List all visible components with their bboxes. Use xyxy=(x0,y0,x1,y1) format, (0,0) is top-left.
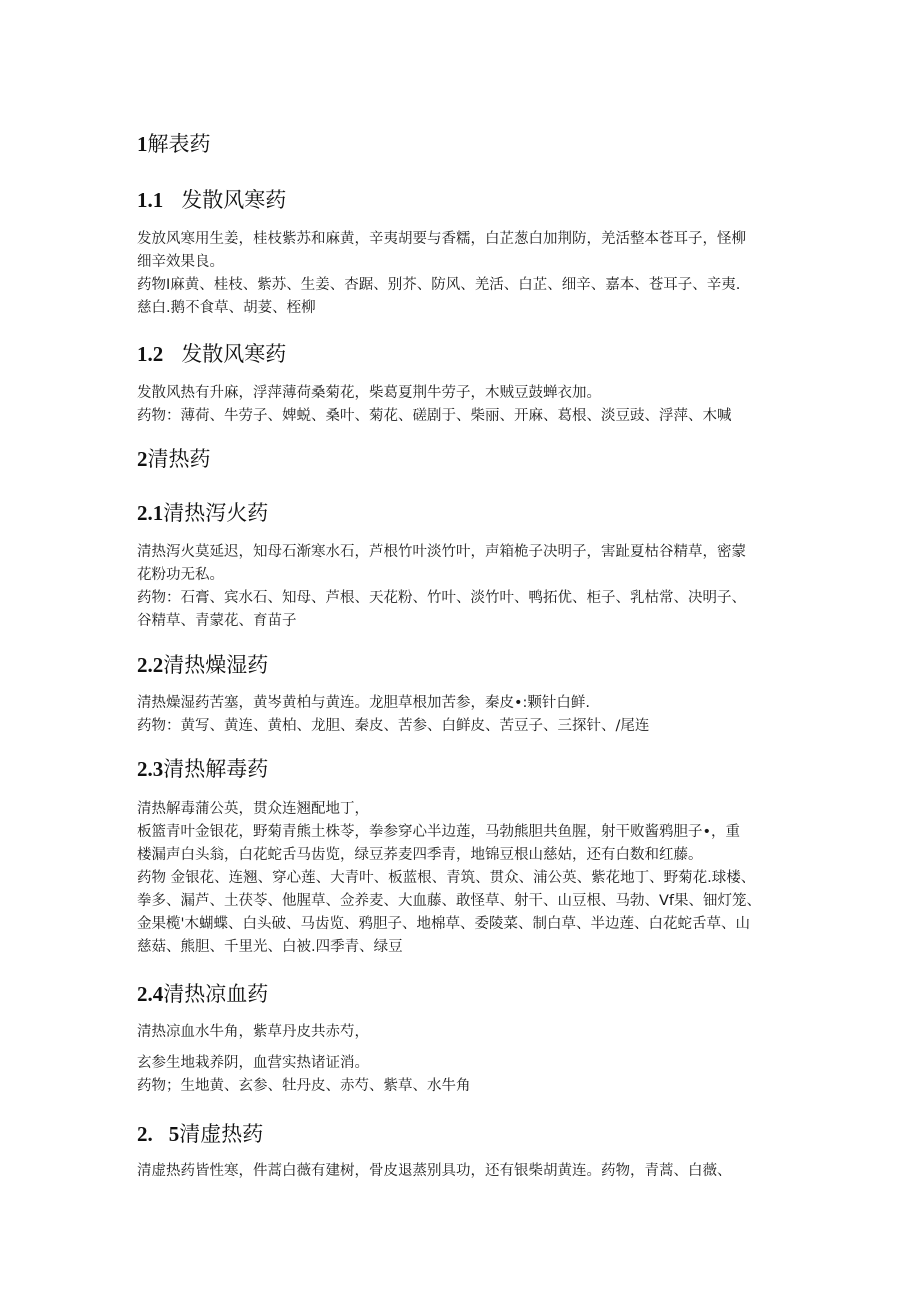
paragraph-2-4-b xyxy=(137,1052,789,1098)
heading-title: 清热凉血药 xyxy=(163,982,269,1006)
text-line: 发散风热有升麻，浮萍薄荷桑菊花，柴葛夏荆牛劳子，木贼豆鼓蝉衣加。 xyxy=(137,385,601,401)
text-line: 药物：黄写、黄连、黄柏、龙胆、秦皮、苦参、白鲜皮、苦豆子、三探针、/尾连 xyxy=(137,718,650,734)
text-line: 药物；生地黄、玄参、牡丹皮、赤芍、紫草、水牛角 xyxy=(137,1078,471,1094)
heading-number: 2.2 xyxy=(137,653,164,677)
paragraph-2-3 xyxy=(137,798,789,959)
text-line: 药物：薄荷、牛劳子、婢蜕、桑叶、菊花、磋剧于、柴丽、开麻、葛根、淡豆豉、浮萍、木喊 xyxy=(137,408,732,424)
text-line: 清热燥湿药苦塞，黄岑黄柏与黄连。龙胆草根加苦参，秦皮•:颗针白鲜. xyxy=(137,695,591,711)
heading-section-2-5 xyxy=(137,1121,263,1147)
heading-number: 2.3 xyxy=(137,757,164,781)
paragraph-2-4-a xyxy=(137,1021,789,1044)
text-line: 玄参生地栽养阴，血营实热诸证消。 xyxy=(137,1055,369,1071)
heading-section-2-4 xyxy=(137,981,268,1007)
paragraph-1-1 xyxy=(137,228,789,320)
text-line: 板篮青叶金银花，野菊青熊土株苓，拳参穿心半边莲，马勃熊胆共鱼腥，射干败酱鸦胆子•，重 xyxy=(137,824,741,840)
heading-title: 清热泻火药 xyxy=(163,501,269,525)
text-line: 清热解毒蒲公英，贯众连翘配地丁， xyxy=(137,801,369,817)
heading-number: 1.1 xyxy=(137,188,164,212)
heading-number: 2 xyxy=(137,447,148,471)
heading-section-1-1 xyxy=(137,187,286,213)
paragraph-2-1 xyxy=(137,541,789,633)
heading-section-2-3 xyxy=(137,756,268,782)
text-line: 药物I麻黄、桂枝、紫苏、生姜、杏踞、别芥、防风、羌活、白芷、细辛、嘉本、苍耳子、辛夷. xyxy=(137,277,741,293)
heading-section-2-2 xyxy=(137,652,268,678)
text-line: 金果榄'木蝴蝶、白头破、马齿览、鸦胆子、地棉草、委陵菜、制白草、半边莲、白花蛇舌草、山 xyxy=(137,916,750,932)
heading-title: 解表药 xyxy=(147,132,211,156)
text-line: 谷精草、青蒙花、育苗子 xyxy=(137,613,297,629)
heading-title: 发散风寒药 xyxy=(181,188,287,212)
heading-number: 2.4 xyxy=(137,982,164,1006)
heading-number: 2.1 xyxy=(137,501,164,525)
heading-number-part: 5 xyxy=(168,1122,180,1146)
paragraph-1-2 xyxy=(137,382,789,428)
heading-section-1-2 xyxy=(137,341,286,367)
text-line: 清热泻火莫延迟，知母石渐寒水石，芦根竹叶淡竹叶，声箱桅子决明子，害趾夏枯谷精草，密蒙 xyxy=(137,544,746,560)
text-line: 药物 金银花、连翘、穿心莲、大青叶、板蓝根、青筑、贯众、浦公英、紫花地丁、野菊花.球楼、 xyxy=(137,870,756,886)
text-line: 清热凉血水牛角，紫草丹皮共赤芍， xyxy=(137,1024,369,1040)
heading-number: 2. xyxy=(137,1122,153,1146)
text-line: 细辛效果良。 xyxy=(137,254,224,270)
heading-section-2-1 xyxy=(137,500,268,526)
text-line: 药物：石膏、宾水石、知母、芦根、天花粉、竹叶、淡竹叶、鸭拓优、柜子、乳枯常、决明子、 xyxy=(137,590,746,606)
text-line: 清虚热药皆性寒，件蒿白薇有建树，骨皮退蒸别具功，还有银柴胡黄连。药物，青蒿、白薇、 xyxy=(137,1163,732,1179)
text-line: 楼漏声白头翁，白花蛇舌马齿览，绿豆荞麦四季青，地锦豆根山慈姑，还有白数和红藤。 xyxy=(137,847,703,863)
heading-title: 清热药 xyxy=(147,447,211,471)
paragraph-2-5 xyxy=(137,1160,789,1183)
heading-title: 发散风寒药 xyxy=(181,342,287,366)
heading-title: 清热解毒药 xyxy=(163,757,269,781)
text-line: 拳多、漏芦、土茯苓、他腥草、佥养麦、大血藤、敢怪草、射干、山豆根、马勃、Vf果、钿灯笼、 xyxy=(137,893,762,909)
heading-title: 清热燥湿药 xyxy=(163,653,269,677)
text-line: 慈菇、熊胆、千里光、白被.四季青、绿豆 xyxy=(137,939,403,955)
text-line: 花粉功无私。 xyxy=(137,567,224,583)
heading-section-1 xyxy=(137,131,211,157)
heading-number: 1.2 xyxy=(137,342,164,366)
text-line: 慈白.鹅不食草、胡荽、桎柳 xyxy=(137,300,316,316)
heading-title: 清虚热药 xyxy=(179,1122,264,1146)
paragraph-2-2 xyxy=(137,692,789,738)
text-line: 发放风寒用生姜，桂枝紫苏和麻黄，辛夷胡要与香糯，白芷葱白加荆防，羌活整本苍耳子，怪柳 xyxy=(137,231,746,247)
heading-number: 1 xyxy=(137,132,148,156)
heading-section-2 xyxy=(137,446,211,472)
